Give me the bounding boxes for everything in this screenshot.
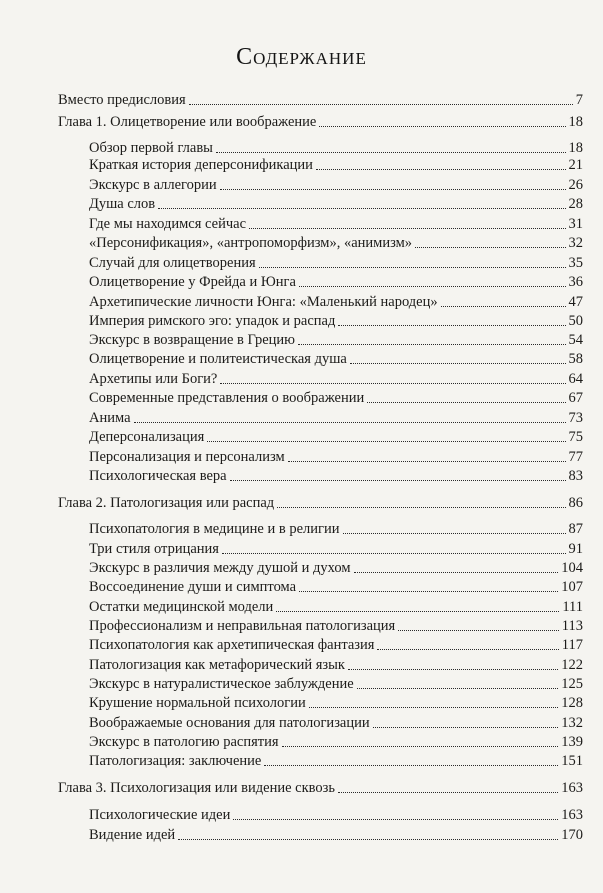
- dot-leader: [309, 707, 559, 708]
- toc-section-entry: [89, 675, 583, 693]
- toc-section-entry: [89, 215, 583, 233]
- dot-leader: [316, 169, 566, 170]
- toc-section-entry: [89, 559, 583, 577]
- toc-entry-title: Глава 3. Психологизация или видение сквозь: [58, 780, 335, 796]
- dot-leader: [288, 461, 566, 462]
- dot-leader: [299, 591, 558, 592]
- toc-entry-title: Случай для олицетворения: [89, 255, 256, 271]
- toc-page-number: 18: [568, 114, 583, 130]
- toc-section-entry: [89, 598, 583, 616]
- toc-entry-title: Экскурс в натуралистическое заблуждение: [89, 676, 354, 692]
- toc-entry-title: Вместо предисловия: [58, 92, 186, 108]
- toc-page-number: 64: [568, 371, 583, 387]
- toc-entry-title: Душа слов: [89, 196, 156, 212]
- toc-entry-title: Глава 1. Олицетворение или воображение: [58, 114, 317, 130]
- toc-entry-title: Остатки медицинской модели: [89, 599, 274, 615]
- toc-section-entry: [89, 448, 583, 466]
- toc-entry-title: Анима: [89, 410, 131, 426]
- dot-leader: [220, 383, 565, 384]
- toc-entry-title: Глава 2. Патологизация или распад: [58, 495, 275, 511]
- toc-section-entry: [89, 520, 583, 538]
- dot-leader: [348, 669, 558, 670]
- toc-section-entry: [89, 806, 583, 824]
- dot-leader: [134, 422, 566, 423]
- toc-section-entry: [89, 636, 583, 654]
- toc-chapter-entry: [58, 494, 583, 512]
- toc-page-number: 26: [568, 177, 583, 193]
- toc-entry-title: Три стиля отрицания: [89, 541, 219, 557]
- toc-entry-title: Видение идей: [89, 827, 176, 843]
- toc-page-number: 122: [561, 657, 583, 673]
- toc-entry-title: Краткая история деперсонификации: [89, 157, 313, 173]
- toc-entry-title: Где мы находимся сейчас: [89, 216, 247, 232]
- dot-leader: [338, 325, 565, 326]
- dot-leader: [354, 572, 559, 573]
- toc-page-number: 128: [561, 695, 583, 711]
- toc-page-number: 54: [568, 332, 583, 348]
- toc-entry-title: Архетипические личности Юнга: «Маленький народец»: [89, 294, 438, 310]
- toc-entry-title: Персонализация и персонализм: [89, 449, 285, 465]
- toc-page-number: 58: [568, 351, 583, 367]
- toc-entry-title: «Персонификация», «антропоморфизм», «анимизм»: [89, 235, 413, 251]
- dot-leader: [233, 819, 558, 820]
- toc-entry-title: Патологизация: заключение: [89, 753, 262, 769]
- toc-page-number: 7: [575, 92, 583, 108]
- toc-entry-title: Крушение нормальной психологии: [89, 695, 306, 711]
- toc-section-entry: [89, 312, 583, 330]
- dot-leader: [158, 208, 565, 209]
- toc-chapter-entry: [58, 113, 583, 131]
- toc-section-entry: [89, 350, 583, 368]
- toc-page-number: 73: [568, 410, 583, 426]
- toc-section-entry: [89, 409, 583, 427]
- toc-entry-title: Воссоединение души и симптома: [89, 579, 297, 595]
- toc-section-entry: [89, 714, 583, 732]
- dot-leader: [222, 553, 566, 554]
- toc-page-number: 36: [568, 274, 583, 290]
- toc-page-number: 18: [568, 140, 583, 156]
- toc-entry-title: Экскурс в возвращение в Грецию: [89, 332, 295, 348]
- dot-leader: [338, 792, 558, 793]
- toc-page-number: 21: [568, 157, 583, 173]
- dot-leader: [415, 247, 565, 248]
- dot-leader: [207, 441, 565, 442]
- toc-page-number: 50: [568, 313, 583, 329]
- dot-leader: [230, 480, 566, 481]
- toc-page-number: 170: [561, 827, 583, 843]
- toc-entry-title: Психологическая вера: [89, 468, 227, 484]
- toc-section-entry: [89, 428, 583, 446]
- toc-entry-title: Обзор первой главы: [89, 140, 213, 156]
- toc-section-entry: [89, 254, 583, 272]
- toc-chapter-entry: [58, 91, 583, 109]
- dot-leader: [220, 189, 566, 190]
- toc-section-entry: [89, 752, 583, 770]
- toc-section-entry: [89, 733, 583, 751]
- toc-section-entry: [89, 467, 583, 485]
- toc-chapter-entry: [58, 779, 583, 797]
- page-title: Содержание: [236, 44, 367, 70]
- dot-leader: [299, 286, 566, 287]
- toc-page-number: 77: [568, 449, 583, 465]
- dot-leader: [373, 727, 559, 728]
- toc-entry-title: Империя римского эго: упадок и распад: [89, 313, 336, 329]
- toc-entry-title: Олицетворение у Фрейда и Юнга: [89, 274, 296, 290]
- dot-leader: [377, 649, 558, 650]
- toc-section-entry: [89, 389, 583, 407]
- toc-section-entry: [89, 694, 583, 712]
- toc-section-entry: [89, 617, 583, 635]
- toc-section-entry: [89, 826, 583, 844]
- toc-entry-title: Воображаемые основания для патологизации: [89, 715, 370, 731]
- toc-page-number: 28: [568, 196, 583, 212]
- dot-leader: [276, 611, 559, 612]
- dot-leader: [259, 267, 566, 268]
- dot-leader: [398, 630, 559, 631]
- toc-entry-title: Патологизация как метафорический язык: [89, 657, 345, 673]
- toc-section-entry: [89, 656, 583, 674]
- toc-section-entry: [89, 195, 583, 213]
- toc-section-entry: [89, 540, 583, 558]
- toc-page-number: 117: [561, 637, 583, 653]
- toc-page-number: 163: [561, 807, 583, 823]
- toc-entry-title: Экскурс в различия между душой и духом: [89, 560, 351, 576]
- dot-leader: [441, 306, 566, 307]
- dot-leader: [319, 126, 565, 127]
- toc-page-number: 75: [568, 429, 583, 445]
- toc-page-number: 111: [562, 599, 583, 615]
- toc-entry-title: Архетипы или Боги?: [89, 371, 218, 387]
- toc-entry-title: Олицетворение и политеистическая душа: [89, 351, 347, 367]
- dot-leader: [178, 839, 558, 840]
- dot-leader: [367, 402, 565, 403]
- dot-leader: [298, 344, 566, 345]
- dot-leader: [343, 533, 566, 534]
- toc-page-number: 104: [561, 560, 583, 576]
- dot-leader: [264, 765, 558, 766]
- toc-page-number: 139: [561, 734, 583, 750]
- toc-entry-title: Психопатология в медицине и в религии: [89, 521, 340, 537]
- toc-section-entry: [89, 156, 583, 174]
- toc-section-entry: [89, 234, 583, 252]
- dot-leader: [249, 228, 565, 229]
- toc-entry-title: Психопатология как архетипическая фантазия: [89, 637, 375, 653]
- dot-leader: [350, 363, 566, 364]
- dot-leader: [189, 104, 573, 105]
- toc-page-number: 83: [568, 468, 583, 484]
- toc-page-number: 86: [568, 495, 583, 511]
- toc-entry-title: Современные представления о воображении: [89, 390, 365, 406]
- toc-section-entry: [89, 370, 583, 388]
- toc-page-number: 31: [568, 216, 583, 232]
- toc-entry-title: Экскурс в аллегории: [89, 177, 217, 193]
- toc-page-number: 91: [568, 541, 583, 557]
- toc-page-number: 125: [561, 676, 583, 692]
- toc-page-number: 113: [561, 618, 583, 634]
- toc-page-number: 132: [561, 715, 583, 731]
- toc-section-entry: [89, 273, 583, 291]
- toc-page-number: 163: [561, 780, 583, 796]
- toc-section-entry: [89, 139, 583, 157]
- dot-leader: [216, 152, 566, 153]
- dot-leader: [357, 688, 559, 689]
- toc-page-number: 107: [561, 579, 583, 595]
- toc-section-entry: [89, 331, 583, 349]
- toc-page-number: 151: [561, 753, 583, 769]
- toc-page-number: 32: [568, 235, 583, 251]
- toc-page-number: 35: [568, 255, 583, 271]
- toc-section-entry: [89, 578, 583, 596]
- toc-entry-title: Деперсонализация: [89, 429, 205, 445]
- toc-page-number: 67: [568, 390, 583, 406]
- toc-entry-title: Профессионализм и неправильная патологизация: [89, 618, 396, 634]
- toc-entry-title: Психологические идеи: [89, 807, 231, 823]
- toc-entry-title: Экскурс в патологию распятия: [89, 734, 279, 750]
- dot-leader: [282, 746, 559, 747]
- dot-leader: [277, 507, 565, 508]
- toc-page-number: 87: [568, 521, 583, 537]
- toc-section-entry: [89, 293, 583, 311]
- toc-page-number: 47: [568, 294, 583, 310]
- toc-section-entry: [89, 176, 583, 194]
